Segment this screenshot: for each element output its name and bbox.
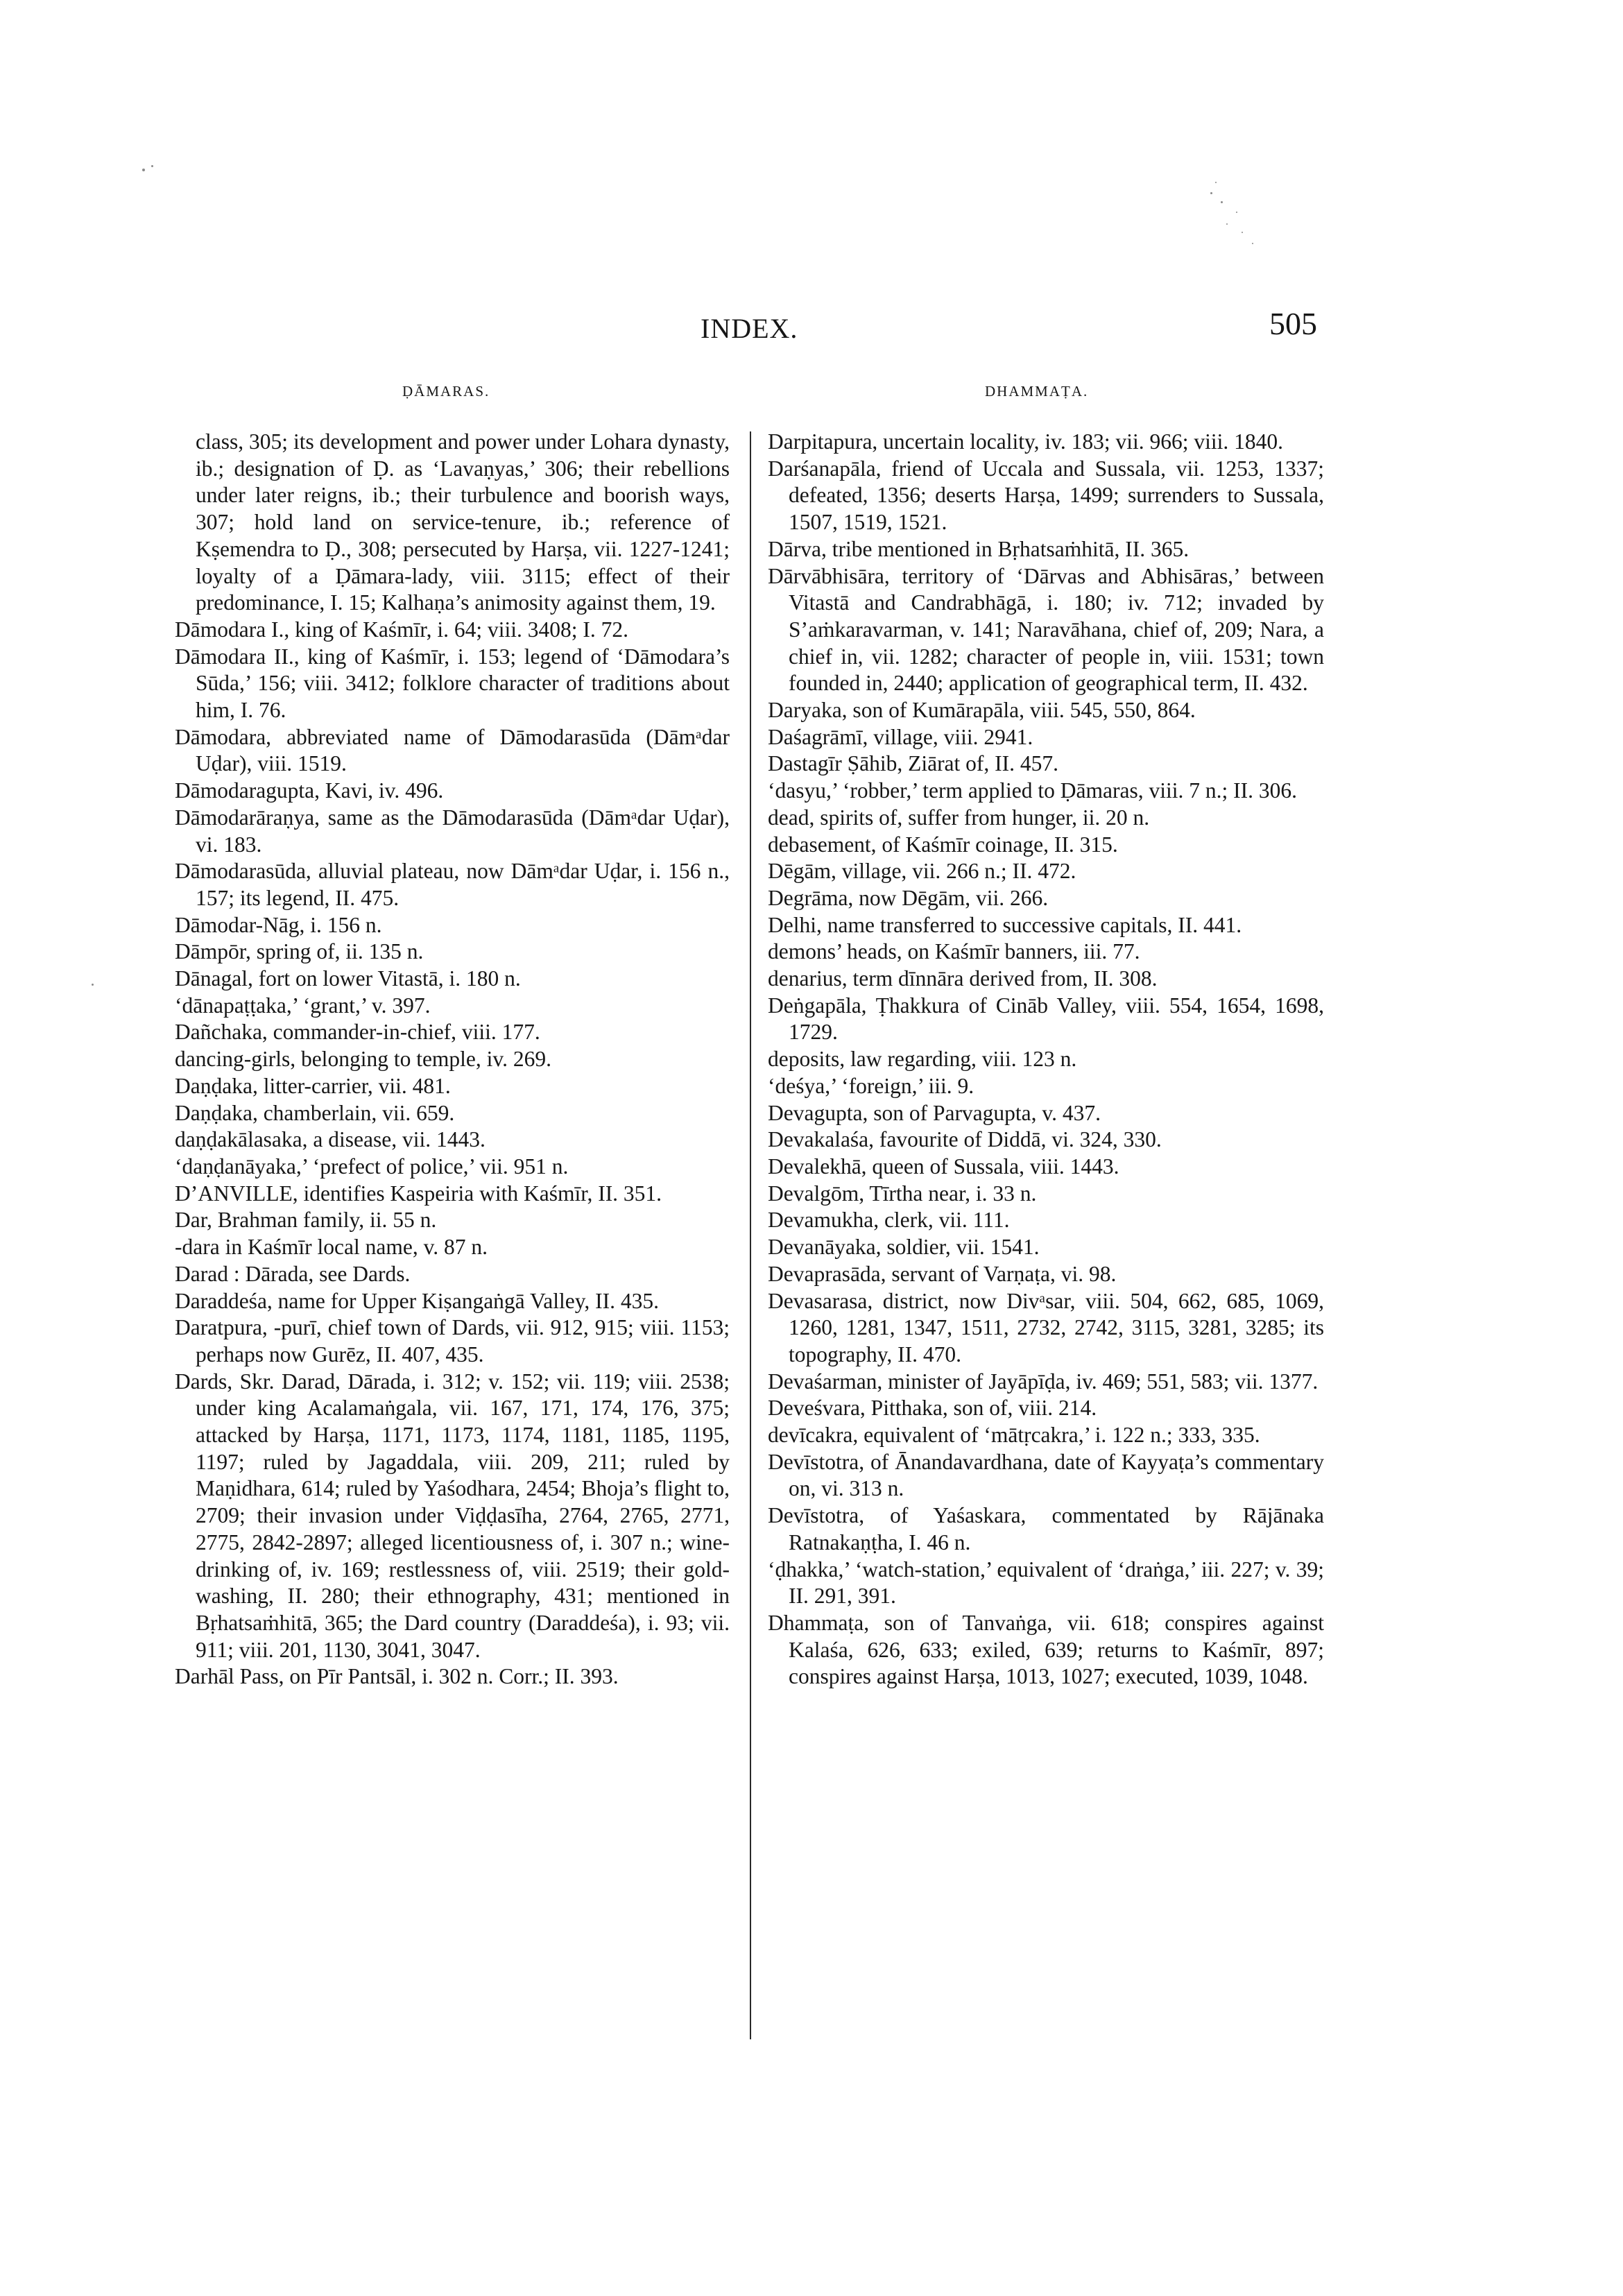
- index-entry: Devīstotra, of Ānandavardhana, date of Kayyaṭa’s commentary on, vi. 313 n.: [768, 1449, 1324, 1501]
- index-entry: Dārva, tribe mentioned in Bṛhatsaṁhitā, II. 365.: [768, 536, 1190, 561]
- page-title: INDEX.: [701, 313, 798, 344]
- index-entry: ‘dasyu,’ ‘robber,’ term applied to Ḍāmaras, viii. 7 n.; II. 306.: [768, 778, 1297, 803]
- index-entry: Devanāyaka, soldier, vii. 1541.: [768, 1235, 1040, 1260]
- index-entry: Daratpura, -purī, chief town of Dards, vii. 912, 915; viii. 1153; perhaps now Gurēz, II. 407, 435.: [175, 1315, 730, 1367]
- running-head-left: ḌĀMARAS.: [402, 383, 490, 400]
- left-column: [175, 429, 730, 1690]
- index-entry: ‘ḍhakka,’ ‘watch-station,’ equivalent of ‘draṅga,’ iii. 227; v. 39; II. 291, 391.: [768, 1557, 1324, 1609]
- index-entry: Deṅgapāla, Ṭhakkura of Cināb Valley, viii. 554, 1654, 1698, 1729.: [768, 993, 1324, 1045]
- index-entry: Daṇḍaka, litter-carrier, vii. 481.: [175, 1073, 451, 1098]
- index-entry: Dāmodar-Nāg, i. 156 n.: [175, 912, 382, 937]
- scan-speck: [142, 169, 145, 171]
- index-entry: Devagupta, son of Parvagupta, v. 437.: [768, 1100, 1101, 1125]
- index-entry: devīcakra, equivalent of ‘mātṛcakra,’ i. 122 n.; 333, 335.: [768, 1423, 1260, 1448]
- index-entry: Dārvābhisāra, territory of ‘Dārvas and Abhisāras,’ between Vitastā and Candrabhāgā, i. 180; iv. 712; invaded by S’aṁkaravarman, v. 141; Naravāhana, chief of, 209; Nara, a chief in, vii. 1282; character of people in, viii. 1531; town founded in, 2440; application of geographical term, II. 432.: [768, 563, 1324, 696]
- scan-speck: [1215, 182, 1217, 183]
- index-entry: Delhi, name transferred to successive capitals, II. 441.: [768, 912, 1242, 937]
- index-entry: Dāmodara, abbreviated name of Dāmodarasūda (Dāmᵃdar Uḍar), viii. 1519.: [175, 724, 730, 776]
- scan-speck: [92, 984, 94, 986]
- index-entry: Devalgōm, Tīrtha near, i. 33 n.: [768, 1181, 1037, 1206]
- scan-speck: [1252, 243, 1253, 244]
- index-entry: dead, spirits of, suffer from hunger, ii. 20 n.: [768, 805, 1150, 830]
- index-entry: Dards, Skr. Darad, Dārada, i. 312; v. 152; vii. 119; viii. 2538; under king Acalamaṅgala, vii. 167, 171, 174, 176, 375; attacked by Harṣa, 1171, 1173, 1174, 1181, 1185, 1195, 1197; ruled by Jagaddala, viii. 209, 211; ruled by Maṇidhara, 614; ruled by Yaśodhara, 2454; Bhoja’s flight to, 2709; their invasion under Viḍḍasīha, 2764, 2765, 2771, 2775, 2842-2897; alleged licentiousness of, i. 307 n.; wine-drinking of, iv. 169; restlessness of, viii. 2519; their gold-washing, II. 280; their ethnography, 431; mentioned in Bṛhatsaṁhitā, 365; the Dard country (Daraddeśa), i. 93; vii. 911; viii. 201, 1130, 3041, 3047.: [175, 1369, 730, 1662]
- scan-speck: [151, 165, 153, 167]
- scan-speck: [1221, 201, 1223, 203]
- index-entry: Dēgām, village, vii. 266 n.; II. 472.: [768, 859, 1076, 884]
- index-entry: Dāmodarasūda, alluvial plateau, now Dāmᵃdar Uḍar, i. 156 n., 157; its legend, II. 475.: [175, 859, 730, 910]
- index-entry: deposits, law regarding, viii. 123 n.: [768, 1047, 1077, 1072]
- index-entry: demons’ heads, on Kaśmīr banners, iii. 77.: [768, 939, 1140, 964]
- index-entry: Darhāl Pass, on Pīr Pantsāl, i. 302 n. Corr.; II. 393.: [175, 1664, 619, 1689]
- index-entry: Daraddeśa, name for Upper Kiṣangaṅgā Valley, II. 435.: [175, 1288, 659, 1313]
- index-entry: Daryaka, son of Kumārapāla, viii. 545, 550, 864.: [768, 698, 1196, 723]
- index-entry: dancing-girls, belonging to temple, iv. 269.: [175, 1047, 551, 1072]
- scan-speck: [1210, 192, 1212, 194]
- scan-speck: [1236, 212, 1237, 213]
- index-entry: Darpitapura, uncertain locality, iv. 183; vii. 966; viii. 1840.: [768, 429, 1284, 454]
- index-entry: Degrāma, now Dēgām, vii. 266.: [768, 885, 1049, 910]
- index-entry: Darad : Dārada, see Dards.: [175, 1261, 411, 1286]
- page-number: 505: [1269, 306, 1317, 341]
- index-entry: Dāmodara II., king of Kaśmīr, i. 153; legend of ‘Dāmodara’s Sūda,’ 156; viii. 3412; folklore character of traditions about him, I. 76.: [175, 644, 730, 723]
- index-entry: Devasarasa, district, now Divᵃsar, viii. 504, 662, 685, 1069, 1260, 1281, 1347, 1511, 2732, 2742, 3115, 3281, 3285; its topography, II. 470.: [768, 1288, 1324, 1367]
- index-entry: daṇḍakālasaka, a disease, vii. 1443.: [175, 1127, 486, 1152]
- index-entry: Devamukha, clerk, vii. 111.: [768, 1208, 1010, 1233]
- running-head-right: DHAMMAṬA.: [985, 383, 1089, 400]
- index-entry: ‘dānapaṭṭaka,’ ‘grant,’ v. 397.: [175, 993, 431, 1018]
- right-column: [768, 429, 1324, 1690]
- index-entry: Dāmpōr, spring of, ii. 135 n.: [175, 939, 424, 964]
- index-entry: Dāmodara I., king of Kaśmīr, i. 64; viii. 3408; I. 72.: [175, 617, 629, 642]
- index-entry: Dañchaka, commander-in-chief, viii. 177.: [175, 1020, 540, 1045]
- index-entry: Dastagīr Ṣāhib, Ziārat of, II. 457.: [768, 751, 1059, 776]
- index-entry: Daṇḍaka, chamberlain, vii. 659.: [175, 1100, 455, 1125]
- index-entry: -dara in Kaśmīr local name, v. 87 n.: [175, 1235, 488, 1260]
- index-entry: denarius, term dīnnāra derived from, II. 308.: [768, 966, 1158, 991]
- index-entry: class, 305; its development and power under Lohara dynasty, ib.; designation of Ḍ. as ‘Lavaṇyas,’ 306; their rebellions under later reigns, ib.; their turbulence and boorish ways, 307; hold land on service-tenure, ib.; reference of Kṣemendra to Ḍ., 308; persecuted by Harṣa, vii. 1227-1241; loyalty of a Ḍāmara-lady, viii. 3115; effect of their predominance, I. 15; Kalhaṇa’s animosity against them, 19.: [196, 429, 730, 615]
- index-entry: Deveśvara, Pitthaka, son of, viii. 214.: [768, 1396, 1097, 1421]
- index-entry: Devalekhā, queen of Sussala, viii. 1443.: [768, 1154, 1119, 1179]
- index-entry: Dāmodaragupta, Kavi, iv. 496.: [175, 778, 444, 803]
- index-entry: ‘deśya,’ ‘foreign,’ iii. 9.: [768, 1073, 974, 1098]
- index-entry: Dhammaṭa, son of Tanvaṅga, vii. 618; conspires against Kalaśa, 626, 633; exiled, 639; returns to Kaśmīr, 897; conspires against Harṣa, 1013, 1027; executed, 1039, 1048.: [768, 1610, 1324, 1689]
- index-entry: Devakalaśa, favourite of Diddā, vi. 324, 330.: [768, 1127, 1162, 1152]
- index-entry: Daśagrāmī, village, viii. 2941.: [768, 724, 1033, 749]
- column-divider: [750, 431, 751, 2039]
- index-entry: D’ANVILLE, identifies Kaspeiria with Kaśmīr, II. 351.: [175, 1181, 662, 1206]
- index-entry: Dānagal, fort on lower Vitastā, i. 180 n.: [175, 966, 521, 991]
- index-entry: Dar, Brahman family, ii. 55 n.: [175, 1208, 437, 1233]
- index-entry: Devaprasāda, servant of Varṇaṭa, vi. 98.: [768, 1261, 1117, 1286]
- index-entry: Devīstotra, of Yaśaskara, commentated by Rājānaka Ratnakaṇṭha, I. 46 n.: [768, 1503, 1324, 1554]
- index-entry: Devaśarman, minister of Jayāpīḍa, iv. 469; 551, 583; vii. 1377.: [768, 1369, 1319, 1394]
- scan-speck: [1226, 223, 1228, 225]
- index-entry: debasement, of Kaśmīr coinage, II. 315.: [768, 832, 1118, 857]
- index-entry: Dāmodarāraṇya, same as the Dāmodarasūda (Dāmᵃdar Uḍar), vi. 183.: [175, 805, 730, 857]
- scan-speck: [1242, 232, 1243, 233]
- index-entry: ‘daṇḍanāyaka,’ ‘prefect of police,’ vii. 951 n.: [175, 1154, 569, 1179]
- index-entry: Darśanapāla, friend of Uccala and Sussala, vii. 1253, 1337; defeated, 1356; deserts Harṣa, 1499; surrenders to Sussala, 1507, 1519, 1521.: [768, 456, 1324, 535]
